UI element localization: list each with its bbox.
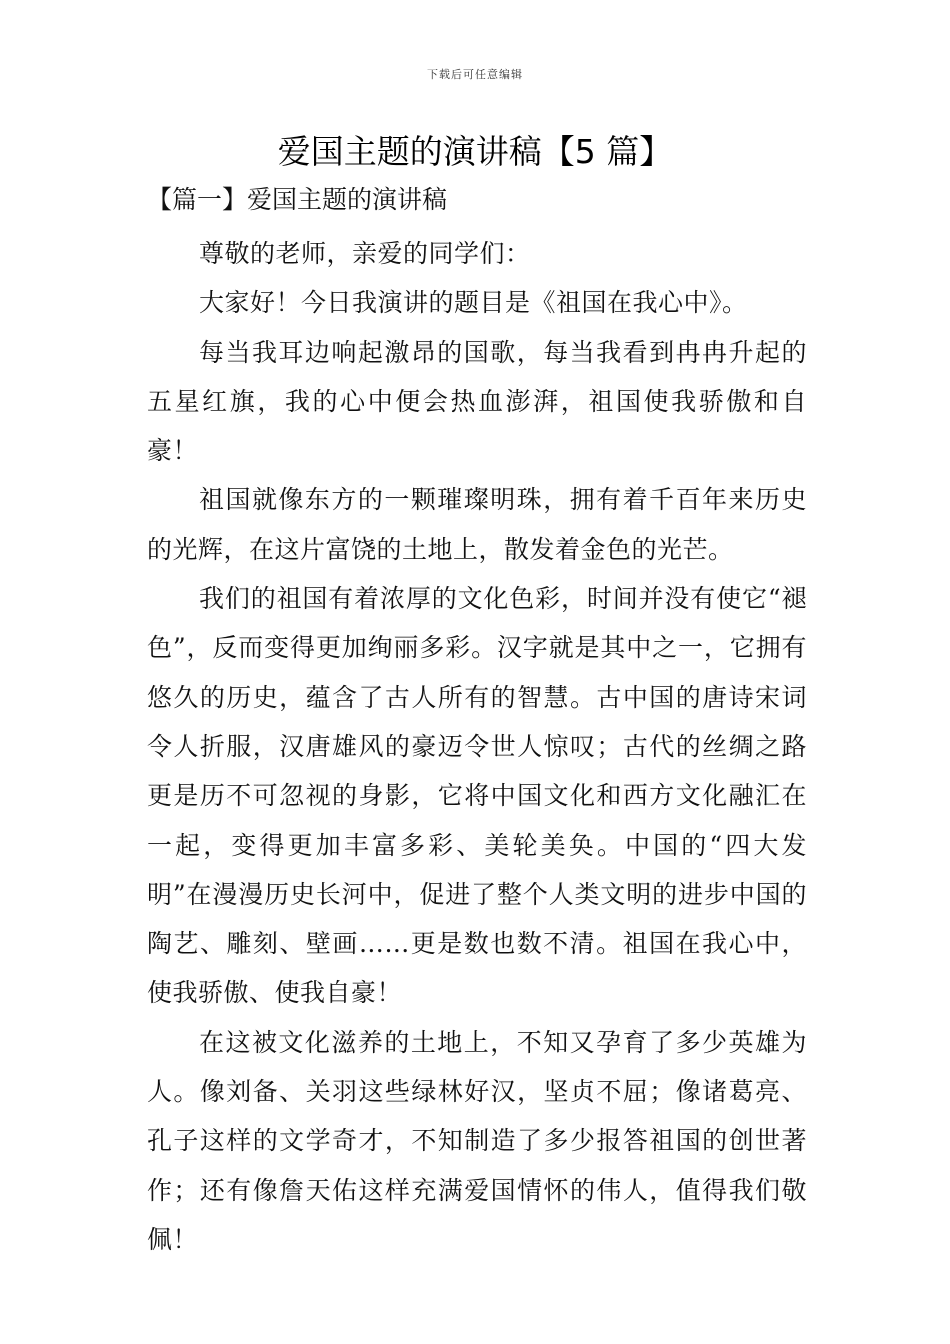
paragraph-culture: 我们的祖国有着浓厚的文化色彩，时间并没有使它“褪色”，反而变得更加绚丽多彩。汉字就是其中之一，它拥有悠久的历史，蕴含了古人所有的智慧。古中国的唐诗宋词令人折服，汉唐雄风的豪迈令世人惊叹；古代的丝绸之路更是历不可忽视的身影，它将中国文化和西方文化融汇在一起，变得更加丰富多彩、美轮美奂。中国的“四大发明”在漫漫历史长河中，促进了整个人类文明的进步中国的陶艺、雕刻、壁画……更是数也数不清。祖国在我心中，使我骄傲、使我自豪！ bbox=[147, 584, 807, 1008]
header-note: 下载后可任意编辑 bbox=[427, 68, 523, 81]
section-heading: 【篇一】爱国主题的演讲稿 bbox=[147, 185, 448, 214]
document-title: 爱国主题的演讲稿【5 篇】 bbox=[277, 132, 673, 171]
paragraph-anthem: 每当我耳边响起激昂的国歌，每当我看到冉冉升起的五星红旗，我的心中便会热血澎湃，祖国使我骄傲和自豪！ bbox=[147, 337, 807, 466]
paragraph-heroes: 在这被文化滋养的土地上，不知又孕育了多少英雄为人。像刘备、关羽这些绿林好汉，坚贞不屈；像诸葛亮、孔子这样的文学奇才，不知制造了多少报答祖国的创世著作；还有像詹天佑这样充满爱国情怀的伟人，值得我们敬佩！ bbox=[147, 1027, 807, 1254]
paragraph-greeting: 尊敬的老师，亲爱的同学们： bbox=[199, 239, 531, 268]
paragraph-pearl: 祖国就像东方的一颗璀璨明珠，拥有着千百年来历史的光辉，在这片富饶的土地上，散发着金色的光芒。 bbox=[147, 485, 807, 564]
paragraph-intro: 大家好！今日我演讲的题目是《祖国在我心中》。 bbox=[199, 288, 748, 318]
speech-body bbox=[147, 229, 807, 1264]
